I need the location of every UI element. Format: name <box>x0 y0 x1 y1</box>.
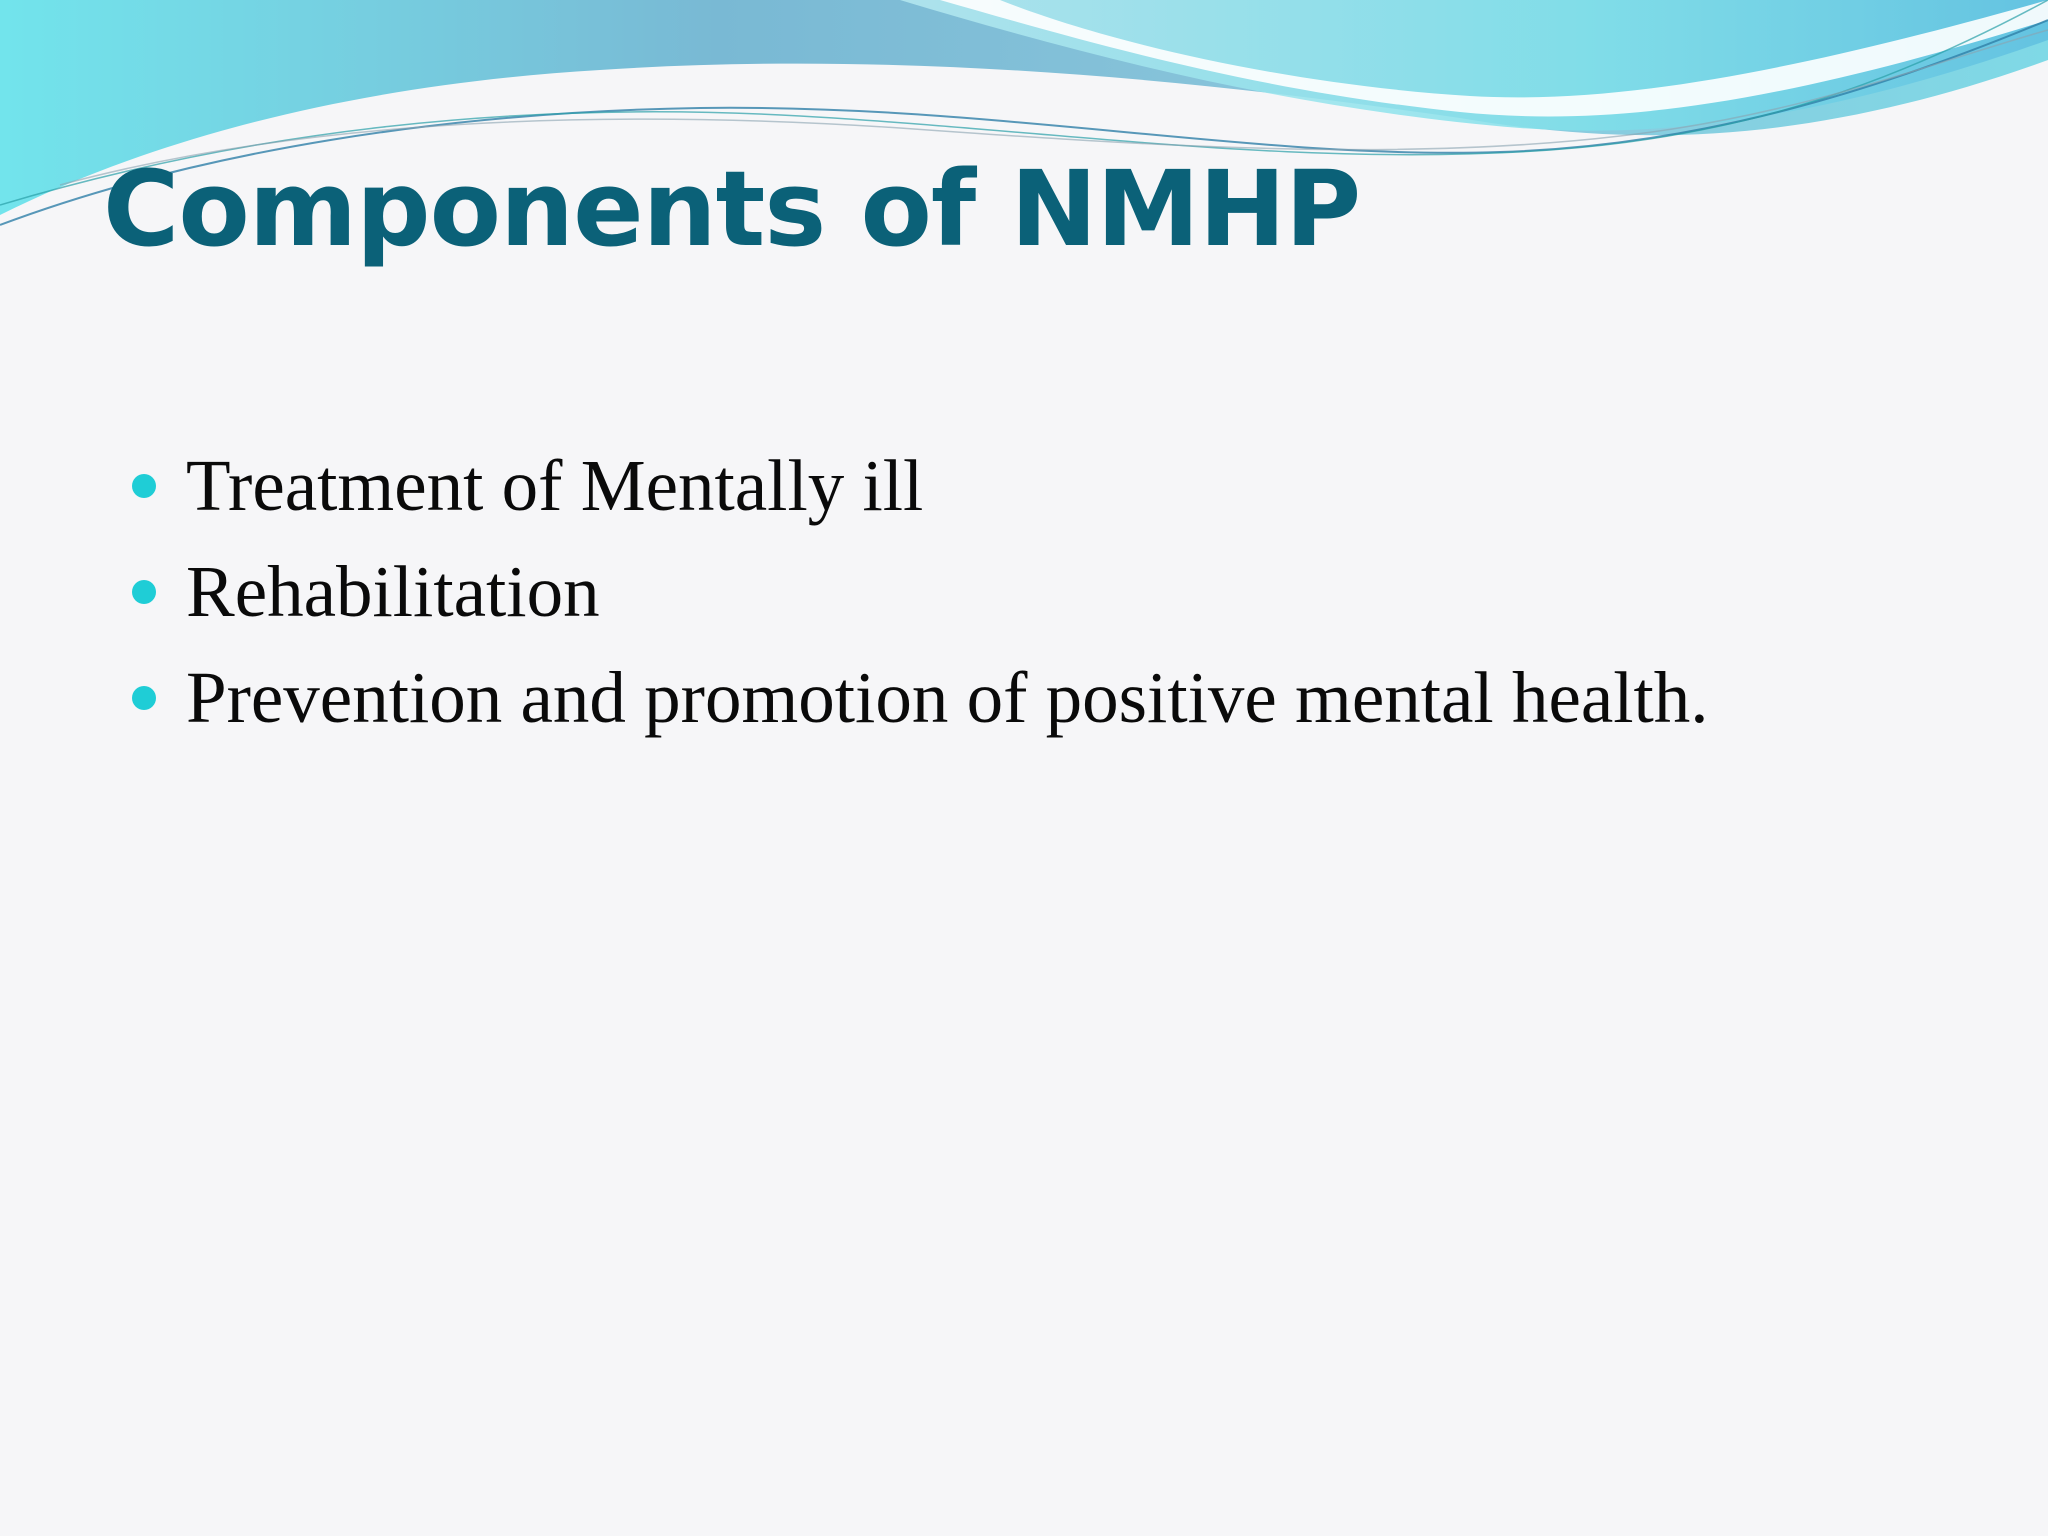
bullet-item <box>128 438 1709 544</box>
bullet-icon <box>132 686 156 710</box>
slide-title: Components of NMHP <box>103 148 1361 270</box>
bullet-icon <box>132 474 156 498</box>
bullet-text: Prevention and promotion of positive mental health. <box>186 657 1709 738</box>
bullet-item <box>128 544 1709 650</box>
bullet-item <box>128 650 1709 756</box>
bullet-text: Treatment of Mentally ill <box>186 445 924 526</box>
bullet-text: Rehabilitation <box>186 551 600 632</box>
bullet-icon <box>132 580 156 604</box>
bullet-list <box>128 438 1709 756</box>
